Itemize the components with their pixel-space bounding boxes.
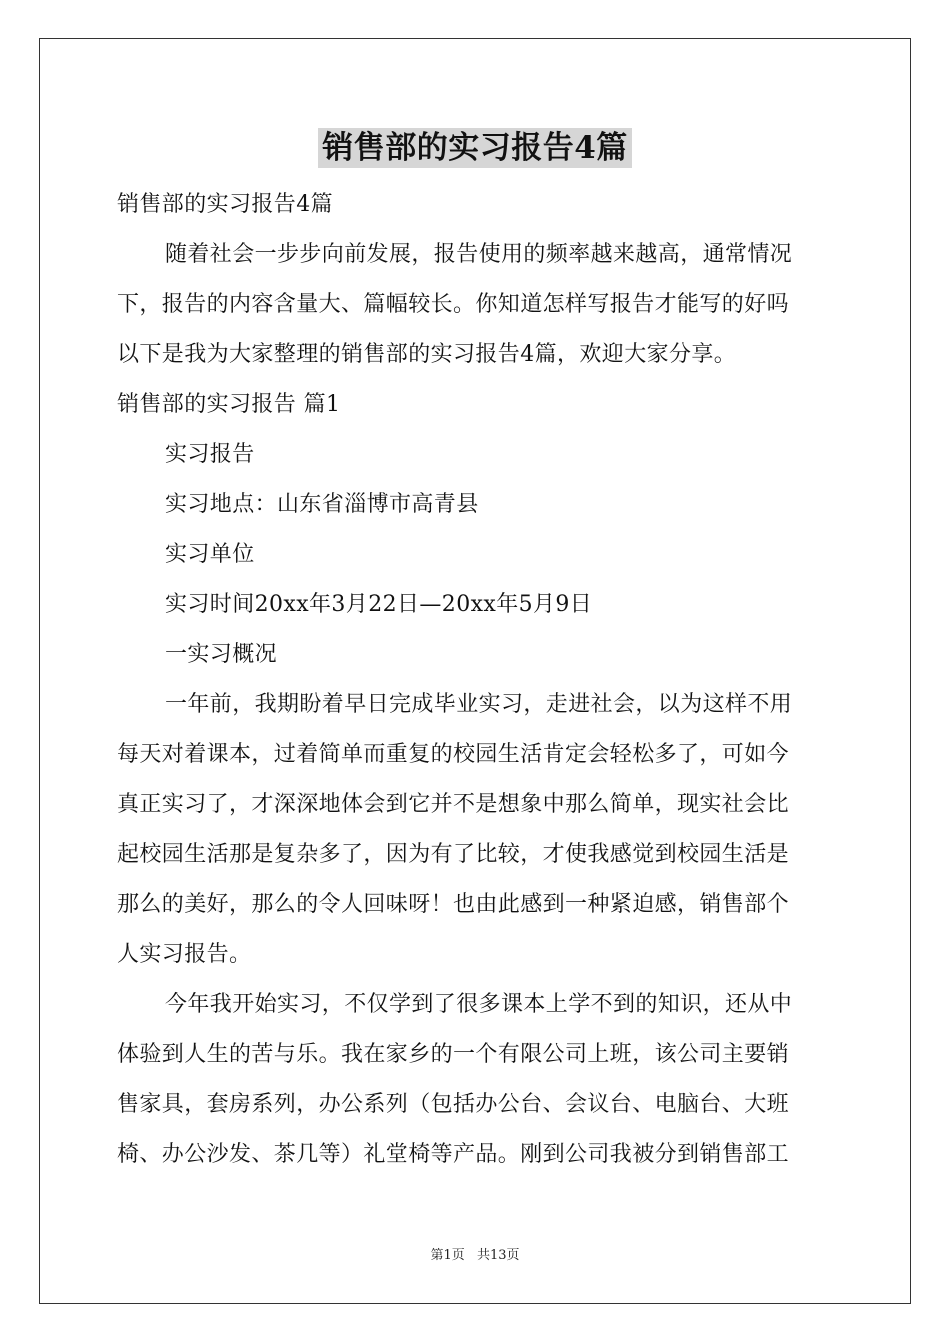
text-line: 真正实习了，才深深地体会到它并不是想象中那么简单，现实社会比 (117, 792, 790, 817)
text-line: 实习报告 (165, 442, 255, 467)
text-line: 一年前，我期盼着早日完成毕业实习，走进社会，以为这样不用 (165, 692, 793, 717)
text-line: 随着社会一步步向前发展，报告使用的频率越来越高，通常情况 (165, 242, 793, 267)
document-title: 销售部的实习报告4篇 (318, 128, 632, 168)
text-line: 实习单位 (165, 542, 255, 567)
text-line: 今年我开始实习，不仅学到了很多课本上学不到的知识，还从中 (165, 992, 793, 1017)
text-line: 体验到人生的苦与乐。我在家乡的一个有限公司上班，该公司主要销 (117, 1042, 790, 1067)
text-line: 起校园生活那是复杂多了，因为有了比较，才使我感觉到校园生活是 (117, 842, 790, 867)
text-line: 椅、办公沙发、茶几等）礼堂椅等产品。刚到公司我被分到销售部工 (117, 1142, 790, 1167)
page-footer (0, 1247, 950, 1265)
text-line: 销售部的实习报告 篇1 (117, 392, 341, 417)
text-line: 每天对着课本，过着简单而重复的校园生活肯定会轻松多了，可如今 (117, 742, 790, 767)
text-line: 下，报告的内容含量大、篇幅较长。你知道怎样写报告才能写的好吗 (117, 292, 790, 317)
page-number: 第1页 (430, 1248, 465, 1263)
text-line: 那么的美好，那么的令人回味呀！也由此感到一种紧迫感，销售部个 (117, 892, 790, 917)
document-body (117, 180, 833, 1180)
text-line: 实习时间20xx年3月22日—20xx年5月9日 (165, 592, 593, 617)
text-line: 实习地点：山东省淄博市高青县 (165, 492, 479, 517)
text-line: 人实习报告。 (117, 942, 252, 967)
text-line: 以下是我为大家整理的销售部的实习报告4篇，欢迎大家分享。 (117, 342, 737, 367)
text-line: 销售部的实习报告4篇 (117, 192, 333, 217)
page-total: 共13页 (476, 1248, 520, 1263)
text-line: 一实习概况 (165, 642, 278, 667)
text-line: 售家具，套房系列，办公系列（包括办公台、会议台、电脑台、大班 (117, 1092, 790, 1117)
title-container (0, 128, 950, 168)
